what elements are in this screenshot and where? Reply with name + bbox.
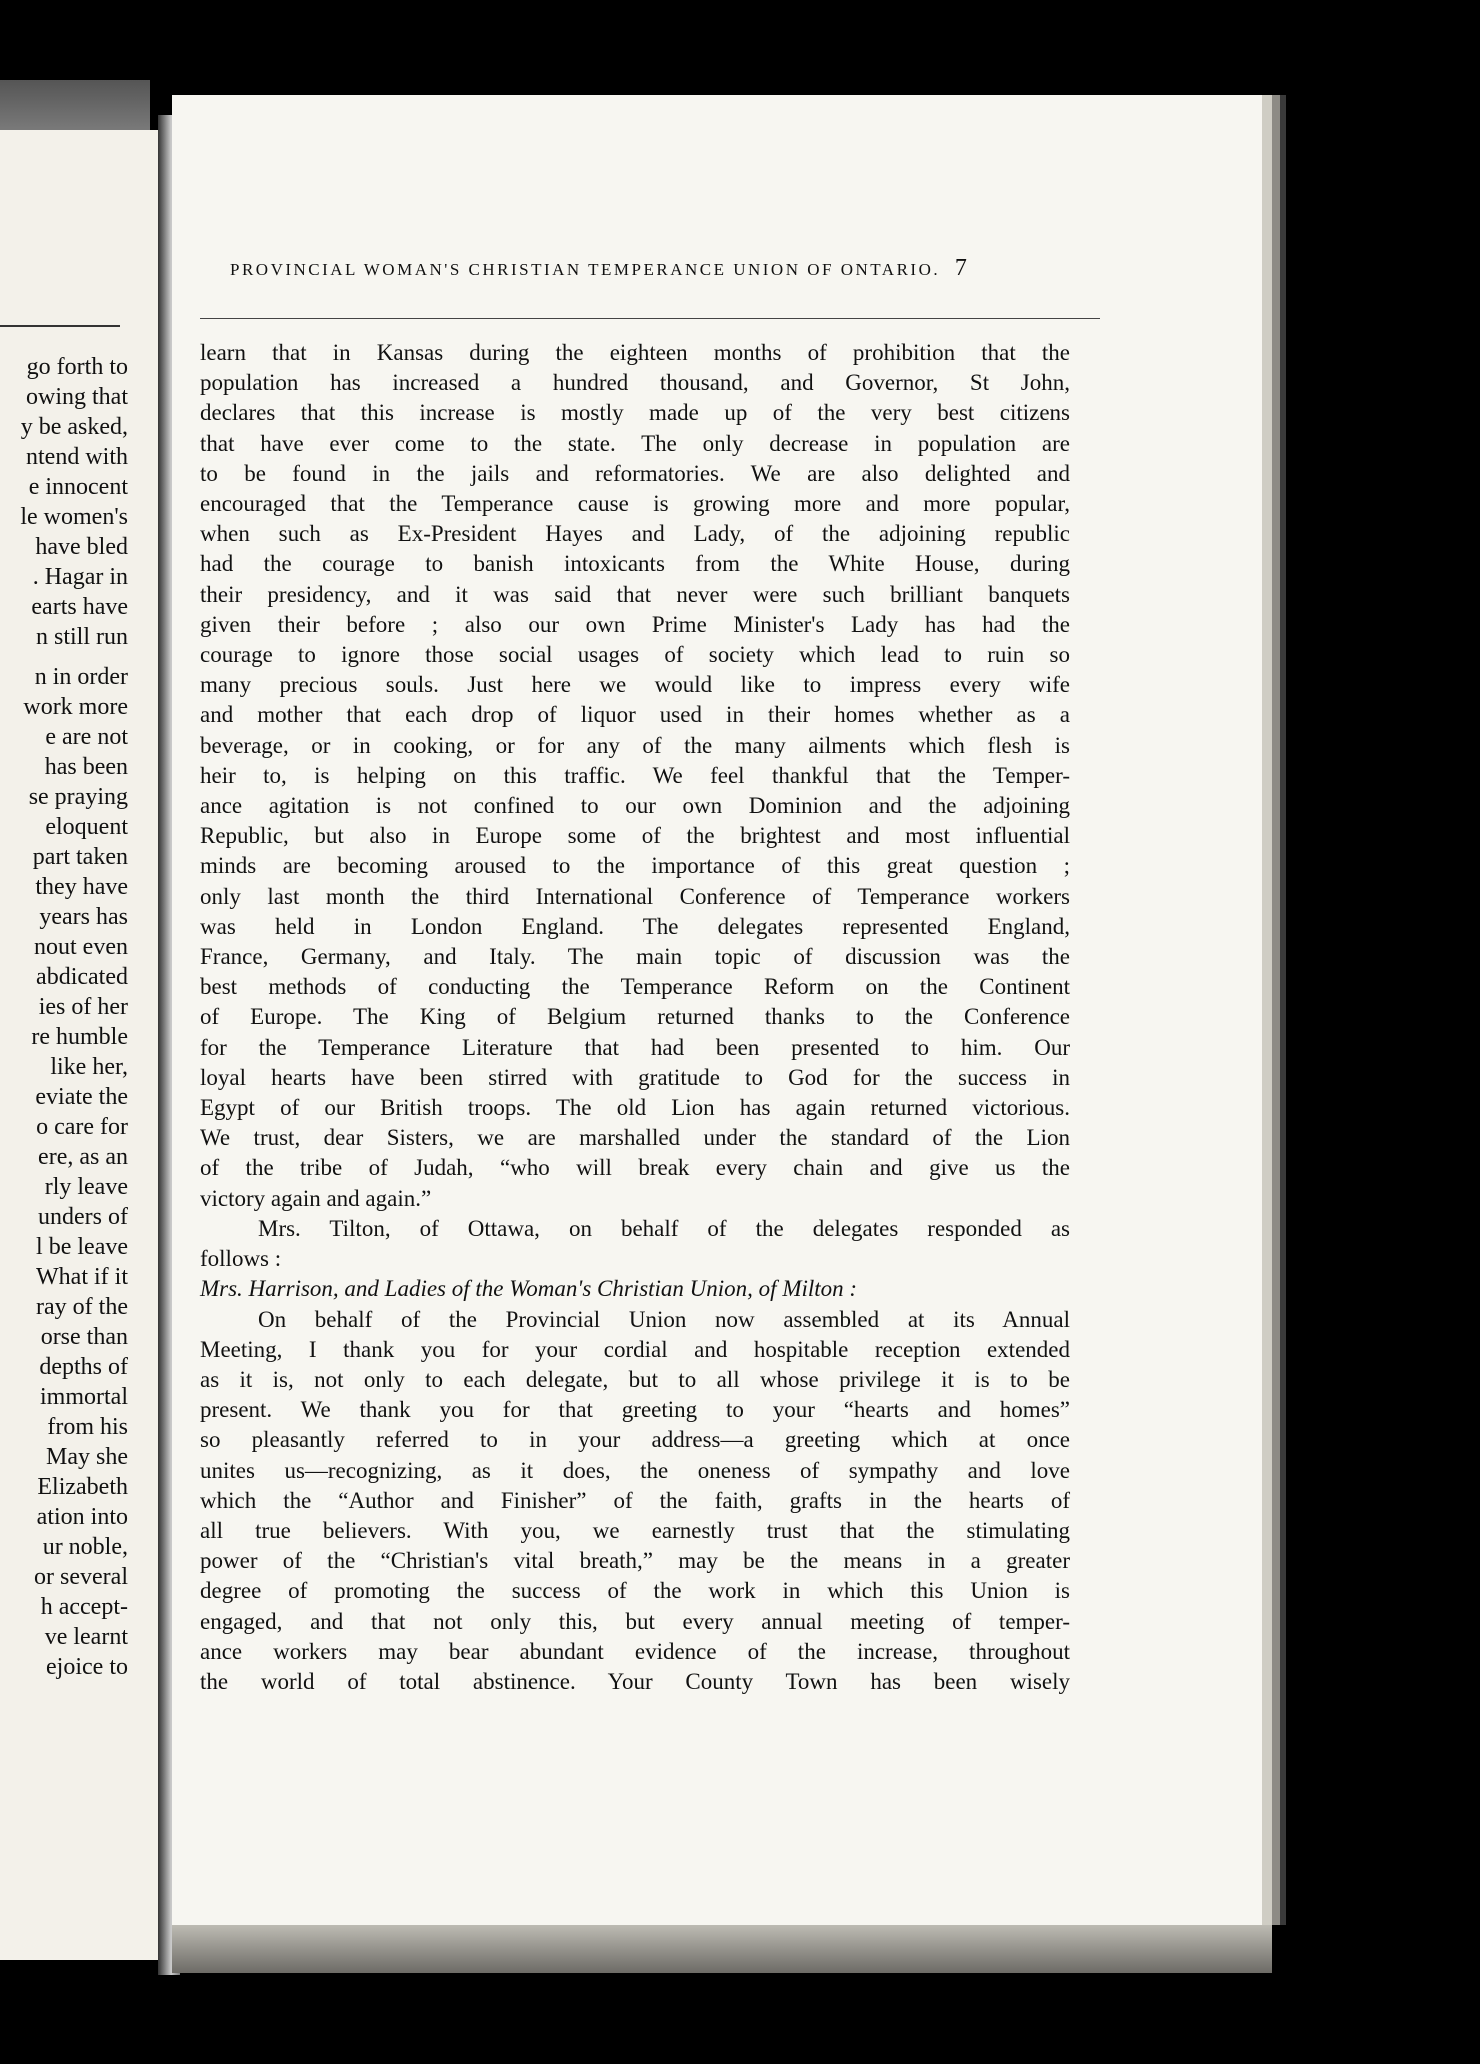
facing-page-line: like her, [50, 1054, 128, 1080]
text-line: beverage, or in cooking, or for any of the many ailments which flesh is [200, 732, 1070, 758]
text-line: encouraged that the Temperance cause is growing more and more popular, [200, 491, 1070, 517]
facing-page-line: abdicated [36, 964, 128, 990]
facing-page-line: l be leave [36, 1234, 128, 1260]
text-line: minds are becoming aroused to the importance of this great question ; [200, 853, 1070, 879]
facing-page-line: le women's [20, 504, 128, 530]
facing-page-line: What if it [36, 1264, 128, 1290]
facing-page-line: eloquent [45, 814, 128, 840]
facing-page-line: se praying [28, 784, 128, 810]
facing-page-line: ies of her [38, 994, 128, 1020]
facing-page-line: . Hagar in [32, 564, 128, 590]
text-line: was held in London England. The delegates represented England, [200, 913, 1070, 939]
facing-page-line: immortal [40, 1384, 128, 1410]
text-line: that have ever come to the state. The only decrease in population are [200, 430, 1070, 456]
text-line: declares that this increase is mostly made up of the very best citizens [200, 400, 1070, 426]
facing-page-line: ere, as an [38, 1144, 128, 1170]
text-line: as it is, not only to each delegate, but to all whose privilege it is to be [200, 1366, 1070, 1392]
facing-page-line: has been [44, 754, 128, 780]
text-line: follows : [200, 1246, 282, 1272]
facing-page-line: ejoice to [46, 1654, 128, 1680]
text-line: given their before ; also our own Prime Minister's Lady has had the [200, 611, 1070, 637]
facing-page-line: earts have [31, 594, 128, 620]
facing-page-line: orse than [40, 1324, 128, 1350]
text-line: the world of total abstinence. Your County Town has been wisely [200, 1668, 1070, 1694]
facing-page-line: ray of the [36, 1294, 128, 1320]
facing-page-line: part taken [32, 844, 128, 870]
page-bottom-edge [172, 1925, 1272, 1973]
facing-page-line: from his [47, 1414, 128, 1440]
text-line: ance workers may bear abundant evidence of the increase, throughout [200, 1638, 1070, 1664]
text-line: Meeting, I thank you for your cordial and hospitable reception extended [200, 1336, 1070, 1362]
facing-page [0, 130, 158, 1960]
text-line: which the “Author and Finisher” of the faith, grafts in the hearts of [200, 1487, 1070, 1513]
text-line: of the tribe of Judah, “who will break every chain and give us the [200, 1155, 1070, 1181]
text-line: loyal hearts have been stirred with gratitude to God for the success in [200, 1064, 1070, 1090]
facing-page-line: n still run [35, 624, 128, 650]
text-line: when such as Ex-President Hayes and Lady, of the adjoining republic [200, 521, 1070, 547]
text-line: all true believers. With you, we earnestly trust that the stimulating [200, 1517, 1070, 1543]
text-line: present. We thank you for that greeting to your “hearts and homes” [200, 1397, 1070, 1423]
facing-page-line: ur noble, [42, 1534, 128, 1560]
facing-page-line: or several [34, 1564, 128, 1590]
facing-page-line: ation into [36, 1504, 128, 1530]
facing-page-line: Elizabeth [37, 1474, 128, 1500]
facing-page-line: years has [39, 904, 128, 930]
facing-page-line: re humble [31, 1024, 128, 1050]
header-rule [200, 318, 1100, 319]
text-line: France, Germany, and Italy. The main topic of discussion was the [200, 944, 1070, 970]
text-line: Mrs. Tilton, of Ottawa, on behalf of the delegates responded as [258, 1215, 1070, 1241]
facing-page-text [20, 352, 128, 1682]
facing-page-line: have bled [35, 534, 128, 560]
facing-page-line: rly leave [44, 1174, 128, 1200]
text-line: heir to, is helping on this traffic. We feel thankful that the Temper- [200, 762, 1070, 788]
facing-page-line: go forth to [26, 354, 128, 380]
facing-page-line: unders of [38, 1204, 128, 1230]
text-line: and mother that each drop of liquor used in their homes whether as a [200, 702, 1070, 728]
text-line: power of the “Christian's vital breath,” may be the means in a greater [200, 1548, 1070, 1574]
text-line: ance agitation is not confined to our own Dominion and the adjoining [200, 793, 1070, 819]
facing-page-line: o care for [36, 1114, 128, 1140]
facing-page-line: ntend with [26, 444, 128, 470]
facing-page-rule [0, 325, 120, 327]
text-line: We trust, dear Sisters, we are marshalled under the standard of the Lion [200, 1125, 1070, 1151]
text-line: learn that in Kansas during the eighteen months of prohibition that the [200, 340, 1070, 365]
text-line: of Europe. The King of Belgium returned thanks to the Conference [200, 1004, 1070, 1030]
text-line: best methods of conducting the Temperance Reform on the Continent [200, 974, 1070, 1000]
text-line: had the courage to banish intoxicants from the White House, during [200, 551, 1070, 577]
running-head-title: PROVINCIAL WOMAN'S CHRISTIAN TEMPERANCE UNION OF ONTARIO. [230, 260, 941, 279]
text-line: engaged, and that not only this, but every annual meeting of temper- [200, 1608, 1070, 1634]
text-line: On behalf of the Provincial Union now assembled at its Annual [258, 1306, 1070, 1332]
facing-page-line: work more [23, 694, 128, 720]
text-line: Republic, but also in Europe some of the brightest and most influential [200, 823, 1070, 849]
text-line: many precious souls. Just here we would like to impress every wife [200, 672, 1070, 698]
facing-page-line: May she [46, 1444, 128, 1470]
text-line: Mrs. Harrison, and Ladies of the Woman's Christian Union, of Milton : [200, 1276, 858, 1302]
text-line: degree of promoting the success of the work in which this Union is [200, 1578, 1070, 1604]
text-line: so pleasantly referred to in your address—a greeting which at once [200, 1427, 1070, 1453]
page-body-text [200, 338, 1070, 1697]
text-line: their presidency, and it was said that never were such brilliant banquets [200, 581, 1070, 607]
text-line: population has increased a hundred thousand, and Governor, St John, [200, 370, 1070, 396]
text-line: unites us—recognizing, as it does, the oneness of sympathy and love [200, 1457, 1070, 1483]
text-line: only last month the third International Conference of Temperance workers [200, 883, 1070, 909]
facing-page-line: y be asked, [20, 414, 128, 440]
facing-page-line: e innocent [28, 474, 128, 500]
facing-page-line: ve learnt [44, 1624, 128, 1650]
facing-page-line: they have [35, 874, 128, 900]
running-head [230, 255, 1050, 282]
facing-page-line: depths of [39, 1354, 128, 1380]
text-line: for the Temperance Literature that had been presented to him. Our [200, 1034, 1070, 1060]
text-line: victory again and again.” [200, 1185, 432, 1211]
text-line: to be found in the jails and reformatories. We are also delighted and [200, 460, 1070, 486]
text-line: Egypt of our British troops. The old Lion has again returned victorious. [200, 1095, 1070, 1121]
page-number: 7 [954, 255, 967, 281]
facing-page-line: n in order [34, 664, 128, 690]
facing-page-line: eviate the [35, 1084, 128, 1110]
facing-page-line: h accept- [40, 1594, 128, 1620]
facing-page-line: e are not [45, 724, 128, 750]
facing-page-line: nout even [34, 934, 128, 960]
text-line: courage to ignore those social usages of society which lead to ruin so [200, 642, 1070, 668]
facing-page-line: owing that [26, 384, 128, 410]
